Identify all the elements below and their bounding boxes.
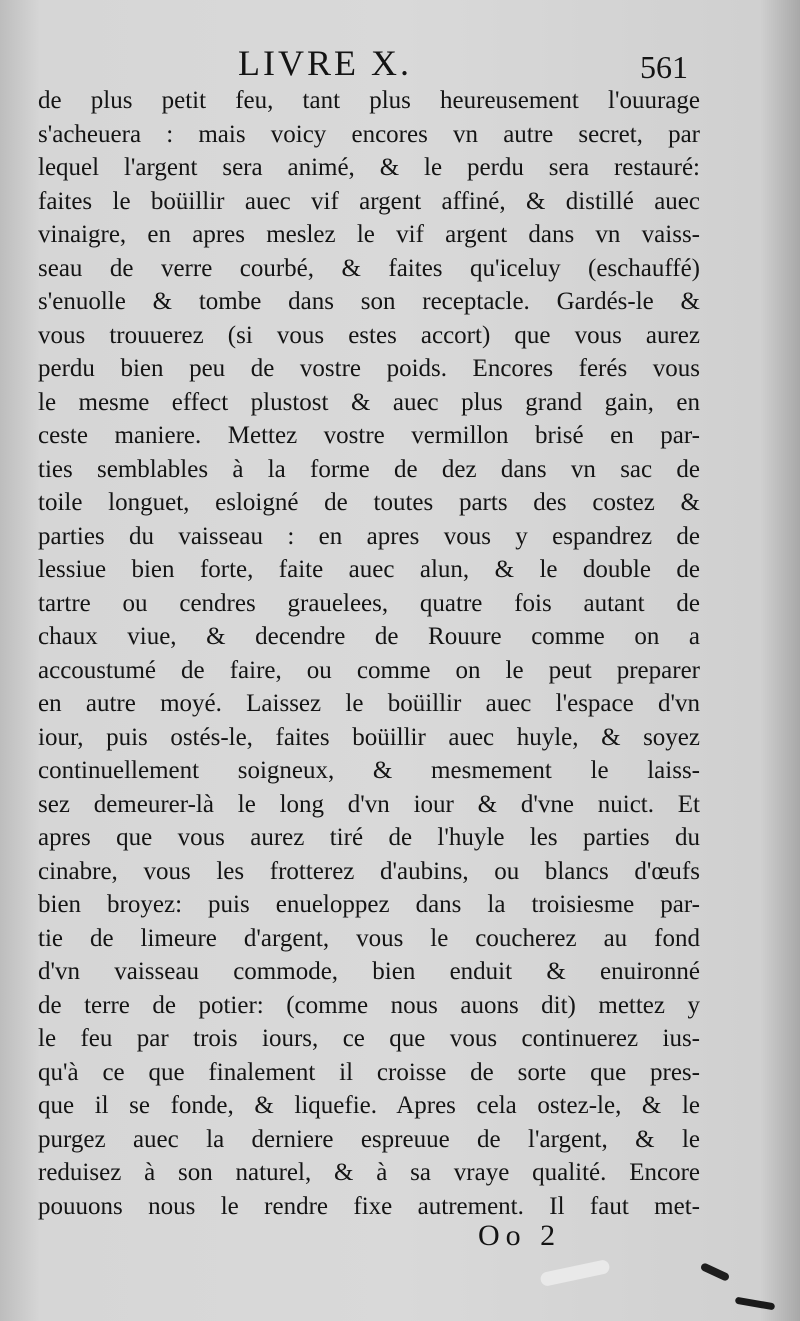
signature-mark: Oo 2 [478, 1219, 562, 1252]
text-line: purgez auec la derniere espreuue de l'argent, & le [38, 1125, 700, 1153]
text-line: lessiue bien forte, faite auec alun, & le double de [38, 556, 700, 583]
text-line: le mesme effect plustost & auec plus grand gain, en [38, 388, 700, 416]
text-line: iour, puis ostés-le, faites boüillir auec huyle, & soyez [38, 723, 700, 751]
text-line: perdu bien peu de vostre poids. Encores ferés vous [38, 355, 700, 382]
text-line: pouuons nous le rendre fixe autrement. Il faut met- [38, 1192, 700, 1220]
text-line: parties du vaisseau : en apres vous y espandrez de [38, 522, 700, 550]
body-text [38, 84, 700, 1223]
text-line: ties semblables à la forme de dez dans vn sac de [38, 455, 700, 483]
text-line: de plus petit feu, tant plus heureusement l'ouurage [38, 87, 700, 114]
running-title: LIVRE X. [238, 43, 412, 83]
text-line: sez demeurer-là le long d'vn iour & d'vne nuict. Et [38, 790, 700, 818]
page-header [0, 38, 800, 88]
text-line: toile longuet, esloigné de toutes parts des costez & [38, 489, 700, 516]
text-line: s'acheuera : mais voicy encores vn autre secret, par [38, 120, 700, 148]
text-line: tie de limeure d'argent, vous le coucherez au fond [38, 924, 700, 952]
text-line: accoustumé de faire, ou comme on le peut preparer [38, 656, 700, 684]
page-number: 561 [640, 49, 688, 85]
text-line: en autre moyé. Laissez le boüillir auec l'espace d'vn [38, 690, 700, 717]
text-line: s'enuolle & tombe dans son receptacle. Gardés-le & [38, 288, 700, 315]
text-line: ceste maniere. Mettez vostre vermillon brisé en par- [38, 422, 700, 449]
text-line: seau de verre courbé, & faites qu'iceluy (eschauffé) [38, 254, 700, 282]
text-line: cinabre, vous les frotterez d'aubins, ou blancs d'œufs [38, 857, 700, 885]
text-line: d'vn vaisseau commode, bien enduit & enuironné [38, 958, 700, 985]
text-line: reduisez à son naturel, & à sa vraye qualité. Encore [38, 1159, 700, 1186]
text-line: vinaigre, en apres meslez le vif argent dans vn vaiss- [38, 221, 700, 248]
text-line: vous trouuerez (si vous estes accort) que vous aurez [38, 321, 700, 349]
text-line: tartre ou cendres grauelees, quatre fois autant de [38, 589, 700, 617]
text-line: de terre de potier: (comme nous auons dit) mettez y [38, 991, 700, 1019]
text-line: que il se fonde, & liquefie. Apres cela ostez-le, & le [38, 1092, 700, 1119]
text-line: continuellement soigneux, & mesmement le laiss- [38, 757, 700, 784]
text-line: apres que vous aurez tiré de l'huyle les parties du [38, 824, 700, 851]
text-line: le feu par trois iours, ce que vous continuerez ius- [38, 1025, 700, 1052]
text-line: qu'à ce que finalement il croisse de sorte que pres- [38, 1058, 700, 1086]
text-line: lequel l'argent sera animé, & le perdu sera restauré: [38, 154, 700, 181]
text-line: chaux viue, & decendre de Rouure comme on a [38, 623, 700, 650]
text-line: faites le boüillir auec vif argent affiné, & distillé auec [38, 187, 700, 215]
text-line: bien broyez: puis enueloppez dans la troisiesme par- [38, 891, 700, 918]
